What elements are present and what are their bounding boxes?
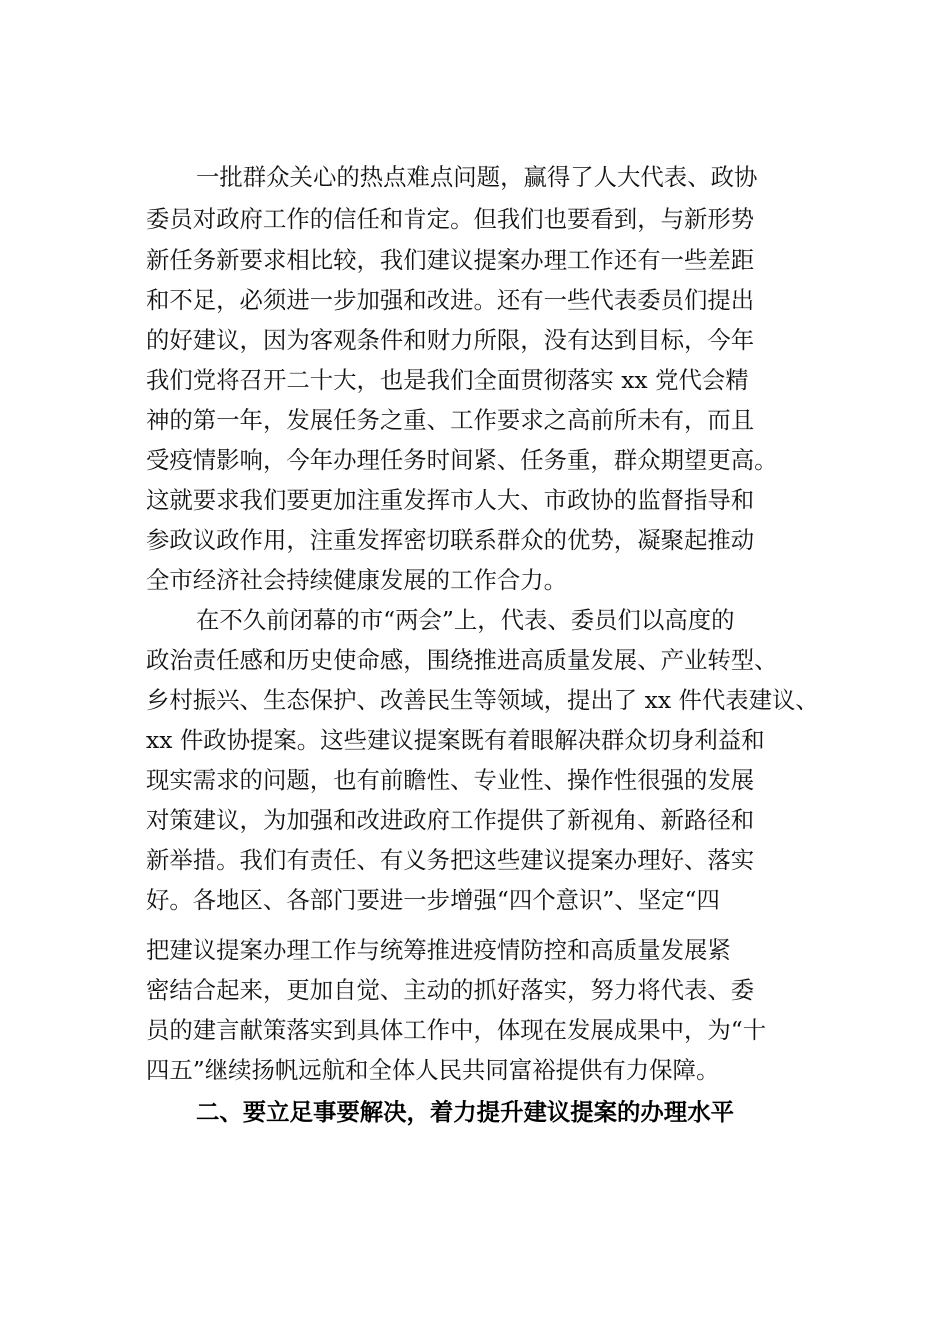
paragraph-line: 这就要求我们要更加注重发挥市人大、市政协的监督指导和 [146, 486, 755, 514]
paragraph-line: 好。各地区、各部门要进一步增强“四个意识”、坚定“四 [146, 886, 720, 914]
paragraph-line: 把建议提案办理工作与统筹推进疫情防控和高质量发展紧 [146, 936, 731, 964]
paragraph-line: 密结合起来，更加自觉、主动的抓好落实，努力将代表、委 [146, 976, 755, 1004]
paragraph-line: 神的第一年，发展任务之重、工作要求之高前所未有，而且 [146, 406, 755, 434]
paragraph-line: 一批群众关心的热点难点问题，赢得了人大代表、政协 [196, 163, 758, 191]
paragraph-line: 全市经济社会持续健康发展的工作合力。 [146, 566, 568, 594]
paragraph-line: 参政议政作用，注重发挥密切联系群众的优势，凝聚起推动 [146, 526, 755, 554]
paragraph-line: 新任务新要求相比较，我们建议提案办理工作还有一些差距 [146, 246, 755, 274]
paragraph-line: 现实需求的问题，也有前瞻性、专业性、操作性很强的发展 [146, 766, 755, 794]
paragraph-line: 在不久前闭幕的市“两会”上，代表、委员们以高度的 [196, 606, 735, 634]
paragraph-line: 委员对政府工作的信任和肯定。但我们也要看到，与新形势 [146, 205, 755, 233]
paragraph-line: 员的建言献策落实到具体工作中，体现在发展成果中，为“十 [146, 1016, 767, 1044]
paragraph-line: 我们党将召开二十大，也是我们全面贯彻落实 xx 党代会精 [146, 366, 749, 394]
paragraph-line: 乡村振兴、生态保护、改善民生等领域，提出了 xx 件代表建议、 [146, 686, 819, 714]
paragraph-line: 和不足，必须进一步加强和改进。还有一些代表委员们提出 [146, 286, 755, 314]
paragraph-line: 受疫情影响，今年办理任务时间紧、任务重，群众期望更高。 [146, 446, 778, 474]
paragraph-line: xx 件政协提案。这些建议提案既有着眼解决群众切身利益和 [146, 726, 765, 754]
paragraph-line: 新举措。我们有责任、有义务把这些建议提案办理好、落实 [146, 846, 755, 874]
paragraph-line: 的好建议，因为客观条件和财力所限，没有达到目标，今年 [146, 326, 755, 354]
paragraph-line: 对策建议，为加强和改进政府工作提供了新视角、新路径和 [146, 806, 755, 834]
paragraph-line: 四五”继续扬帆远航和全体人民共同富裕提供有力保障。 [146, 1056, 720, 1084]
section-heading: 二、要立足事要解决，着力提升建议提案的办理水平 [196, 1098, 734, 1126]
paragraph-line: 政治责任感和历史使命感，围绕推进高质量发展、产业转型、 [146, 646, 778, 674]
